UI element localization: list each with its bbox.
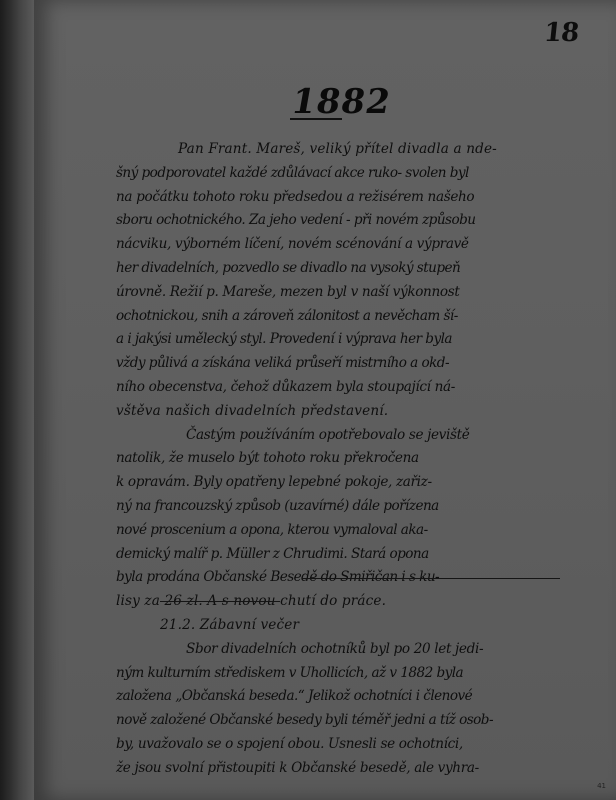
handwritten-text-block xyxy=(116,138,560,781)
page-number: 18 xyxy=(542,18,580,48)
text-line: by, uvažovalo se o spojení obou. Usnesli se ochotníci, xyxy=(116,735,463,752)
text-line: ochotnickou, snih a zároveň zálonitost a nevěcham ší- xyxy=(116,307,458,324)
text-line: byla prodána Občanské Besedě do Smiřičan i s ku- xyxy=(116,569,440,586)
manuscript-page xyxy=(34,0,616,800)
year-heading: 1882 xyxy=(288,82,395,122)
text-line: nácviku, výborném líčení, novém scénování a výpravě xyxy=(116,236,469,253)
text-line: založena „Občanská beseda.“ Jelikož ochotníci i členové xyxy=(116,688,473,705)
text-line: že jsou svolní přistoupiti k Občanské besedě, ale vyhra- xyxy=(116,759,479,776)
text-line: sboru ochotnického. Za jeho vedení - při novém způsobu xyxy=(116,212,476,229)
text-line: vždy půlivá a získána veliká průseří mistrního a okd- xyxy=(116,355,449,372)
text-line: her divadelních, pozvedlo se divadlo na vysoký stupeň xyxy=(116,259,461,276)
year-underline xyxy=(290,118,342,120)
text-line: natolik, že muselo být tohoto roku překročena xyxy=(116,450,419,467)
text-line: nově založené Občanské besedy byli téměř jedni a tíž osob- xyxy=(116,712,493,729)
text-line: lisy za 26 zl. A s novou chutí do práce. xyxy=(116,593,387,610)
text-line: a i jakýsi umělecký styl. Provedení i výprava her byla xyxy=(116,331,452,348)
text-line: šný podporovatel každé zdůlávací akce ruko- svolen byl xyxy=(116,164,469,181)
text-line: ný na francouzský způsob (uzavírné) dále pořízena xyxy=(116,497,439,514)
text-line: úrovně. Režií p. Mareše, mezen byl v naší výkonnost xyxy=(116,283,460,300)
text-line: na počátku tohoto roku předsedou a režisérem našeho xyxy=(116,188,475,205)
text-line: demický malíř p. Müller z Chrudimi. Stará opona xyxy=(116,545,429,562)
text-line: nové proscenium a opona, kterou vymaloval aka- xyxy=(116,521,428,538)
text-line: Sbor divadelních ochotníků byl po 20 let jedi- xyxy=(186,640,484,657)
text-line: ního obecenstva, čehož důkazem byla stoupající ná- xyxy=(116,378,456,395)
text-line: Častým používáním opotřebovalo se jeviště xyxy=(186,426,470,443)
section-heading-underline xyxy=(160,601,280,602)
text-line: k opravám. Byly opatřeny lepebné pokoje, zařiz- xyxy=(116,474,432,491)
closing-underline xyxy=(302,578,560,579)
text-line: Pan Frant. Mareš, veliký přítel divadla a nde- xyxy=(178,141,497,157)
text-line: vštěva našich divadelních představení. xyxy=(116,402,389,419)
text-line: ným kulturním střediskem v Uhollicích, až v 1882 byla xyxy=(116,664,464,681)
archive-mark: 41 xyxy=(597,782,606,790)
section-heading-line: 21.2. Zábavní večer xyxy=(160,616,300,633)
